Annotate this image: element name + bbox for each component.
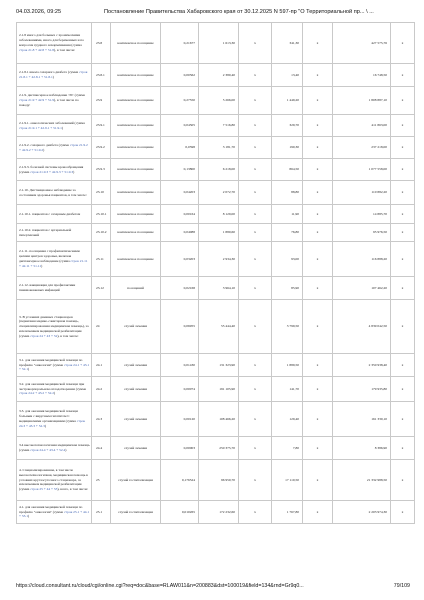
row-link[interactable]: строк 25.1 + 44.1 + 53.1 <box>19 509 90 519</box>
cost-cell: 8 129,00 <box>199 205 239 224</box>
row-name-text: 3.3. для оказания медицинской помощи больным с вирусным гепатитом С медицинскими организациями (сумма <box>19 409 78 423</box>
x-cell: x <box>391 159 415 181</box>
x-cell: x <box>239 137 272 159</box>
norm-cell: 0,13800 <box>161 159 199 181</box>
table-row <box>17 402 415 437</box>
row-name <box>17 277 92 300</box>
row-name-text: ), всего, в том числе: <box>57 487 89 492</box>
x-cell: x <box>239 224 272 242</box>
norm-cell: 0,03203 <box>161 242 199 277</box>
x-cell: x <box>303 377 333 402</box>
x-cell: x <box>303 354 333 377</box>
row-name <box>17 242 92 277</box>
x-cell: x <box>239 181 272 205</box>
row-name-text: ) <box>52 75 54 79</box>
value-cell: 76,80 <box>272 224 303 242</box>
norm-cell: 0,21677 <box>161 23 199 64</box>
row-name <box>17 205 92 224</box>
table-body <box>17 23 415 524</box>
x-cell: x <box>391 437 415 460</box>
x-cell: x <box>303 300 333 354</box>
cost-cell: 131 323,90 <box>199 354 239 377</box>
table-row <box>17 87 415 115</box>
x-cell: x <box>391 23 415 64</box>
x-cell: x <box>303 87 333 115</box>
cost-cell: 2 380,40 <box>199 64 239 87</box>
norm-cell: 0,02168 <box>161 277 199 300</box>
value-cell: 17 110,50 <box>272 460 303 501</box>
x-cell: x <box>303 137 333 159</box>
x-cell: x <box>303 402 333 437</box>
x-cell: x <box>391 87 415 115</box>
x-cell: x <box>239 354 272 377</box>
row-number: 24.3 <box>92 402 111 437</box>
norm-cell: 0,176524 <box>161 460 199 501</box>
x-cell: x <box>303 437 333 460</box>
total-cell: 110 882,20 <box>333 181 391 205</box>
norm-cell: 0,00164 <box>161 205 199 224</box>
value-cell: 141,70 <box>272 377 303 402</box>
table-row <box>17 137 415 159</box>
cost-cell: 250 375,70 <box>199 437 239 460</box>
norm-cell: 0,01430 <box>161 354 199 377</box>
unit-cell: случай лечения <box>111 377 161 402</box>
row-name-text: 3.2. для оказания медицинской помощи при экстракорпоральном оплодотворении (сумма <box>19 381 87 391</box>
row-name-text: 2.1.9.2. сахарного диабета (сумма <box>19 142 70 147</box>
total-cell: 4 839 042,50 <box>333 300 391 354</box>
table-row <box>17 377 415 402</box>
row-name-text: 3.1. для оказания медицинской помощи по профилю "онкология" (сумма <box>19 357 83 367</box>
document-url: https://cloud.consultant.ru/cloud/cgi/online.cgi?req=doc&base=RLAW011&n=200883&dst=100019&field=134&rnd=Gr9q0... <box>16 583 304 589</box>
x-cell: x <box>239 87 272 115</box>
cost-cell: 55 444,40 <box>199 300 239 354</box>
row-name <box>17 501 92 524</box>
table-row <box>17 277 415 300</box>
row-number: 24 <box>92 300 111 354</box>
row-name-text: 2.1.8.1 школа сахарного диабета (сумма <box>19 70 80 75</box>
row-name-text: 3.4 высокотехнологичная медицинская помощь (сумма <box>19 443 90 452</box>
table-row <box>17 115 415 137</box>
x-cell: x <box>239 377 272 402</box>
total-cell: 2 203 974,30 <box>333 501 391 524</box>
norm-cell: 0,00074 <box>161 377 199 402</box>
row-number: 24.4 <box>92 437 111 460</box>
row-link[interactable]: строк 21.11 + 42.11 + 51.11 <box>19 259 88 268</box>
row-link[interactable]: строк 24 + 43 + 52 <box>30 333 58 338</box>
value-cell: 85,90 <box>272 277 303 300</box>
x-cell: x <box>391 300 415 354</box>
unit-cell: случай лечения <box>111 402 161 437</box>
norm-cell: 0,00120 <box>161 402 199 437</box>
row-link[interactable]: строк 21.9.3 + 42.9.3 + 51.9.3 <box>30 169 74 174</box>
value-cell: 1 889,50 <box>272 354 303 377</box>
unit-cell: комплексное посещение <box>111 87 161 115</box>
row-number: 23.8.1 <box>92 64 111 87</box>
total-cell: 1 077 558,00 <box>333 159 391 181</box>
norm-cell: 0,0598 <box>161 137 199 159</box>
unit-cell: комплексное посещение <box>111 224 161 242</box>
row-number: 23.9.1 <box>92 115 111 137</box>
row-name <box>17 115 92 137</box>
value-cell: 1 449,20 <box>272 87 303 115</box>
norm-cell: 0,00003 <box>161 437 199 460</box>
unit-cell: случай лечения <box>111 437 161 460</box>
table-row <box>17 460 415 501</box>
row-name-text: 2.1.11. посещения с профилактическими целями центров здоровья, включая диспансерное наблюдение (сумма <box>19 249 80 263</box>
row-name <box>17 87 92 115</box>
row-link[interactable]: строк 21.9.2 + 42.9.2 + 51.9.2 <box>19 142 88 152</box>
row-name-text: ) <box>27 367 30 372</box>
x-cell: x <box>391 181 415 205</box>
row-number: 23.10.2 <box>92 224 111 242</box>
table-row <box>17 300 415 354</box>
table-row <box>17 181 415 205</box>
x-cell: x <box>239 460 272 501</box>
x-cell: x <box>239 242 272 277</box>
x-cell: x <box>391 242 415 277</box>
unit-cell: комплексное посещение <box>111 23 161 64</box>
value-cell: 13,40 <box>272 64 303 87</box>
norms-table <box>16 22 415 524</box>
total-cell: 95 976,50 <box>333 224 391 242</box>
x-cell: x <box>391 224 415 242</box>
row-link[interactable]: строк 21.8.1 + 42.8.1 + 51.8.1 <box>19 70 88 79</box>
print-datetime: 04.03.2026, 09:25 <box>16 9 62 15</box>
x-cell: x <box>239 437 272 460</box>
x-cell: x <box>239 277 272 300</box>
row-name <box>17 137 92 159</box>
unit-cell: комплексное посещение <box>111 181 161 205</box>
row-name-text: 2.1.12. вакцинация для профилактики пневмококковых инфекций <box>19 283 76 292</box>
row-link[interactable]: строк 24.2 + 43.2 + 52.2 <box>19 391 55 396</box>
row-link[interactable]: строк 25 + 44 + 53 <box>30 487 58 492</box>
row-number: 25.1 <box>92 501 111 524</box>
cost-cell: 191 105,90 <box>199 377 239 402</box>
row-name-text: 2.1.9.3. болезней системы кровообращения (сумма <box>19 164 84 174</box>
row-name-text: ) <box>41 263 43 268</box>
norm-cell: 0,010265 <box>161 501 199 524</box>
x-cell: x <box>239 159 272 181</box>
row-name-text: ) <box>44 423 46 428</box>
value-cell: 93,00 <box>272 242 303 277</box>
cost-cell: 3 964,10 <box>199 277 239 300</box>
row-link[interactable]: строк 24.4 + 43.4 + 52.4 <box>30 448 66 452</box>
unit-cell: комплексное посещение <box>111 115 161 137</box>
row-name-text: ) <box>65 448 67 452</box>
x-cell: x <box>303 23 333 64</box>
table-row <box>17 159 415 181</box>
x-cell: x <box>391 377 415 402</box>
x-cell: x <box>303 64 333 87</box>
table-row <box>17 64 415 87</box>
x-cell: x <box>391 402 415 437</box>
row-link[interactable]: строк 21.9 + 42.9 + 51.9 <box>19 98 55 103</box>
row-name <box>17 460 92 501</box>
total-cell: 427 575,76 <box>333 23 391 64</box>
row-name-text: ) <box>54 391 56 396</box>
row-name <box>17 354 92 377</box>
x-cell: x <box>239 501 272 524</box>
total-cell: 237 218,00 <box>333 137 391 159</box>
table-row <box>17 437 415 460</box>
x-cell: x <box>303 115 333 137</box>
cost-cell: 1 880,60 <box>199 224 239 242</box>
x-cell: x <box>303 242 333 277</box>
row-name-text: ) <box>27 514 30 519</box>
unit-cell: комплексное посещение <box>111 242 161 277</box>
row-number: 23.10 <box>92 181 111 205</box>
row-number: 23.9.3 <box>92 159 111 181</box>
total-cell: 8 386,90 <box>333 437 391 460</box>
total-cell: 21 332 988,50 <box>333 460 391 501</box>
row-number: 24.1 <box>92 354 111 377</box>
total-cell: 179 935,80 <box>333 377 391 402</box>
x-cell: x <box>391 354 415 377</box>
cost-cell: 3 181,70 <box>199 137 239 159</box>
value-cell: 11,90 <box>272 205 303 224</box>
cost-cell: 7 516,80 <box>199 115 239 137</box>
unit-cell: комплексное посещение <box>111 137 161 159</box>
row-name <box>17 437 92 460</box>
unit-cell: случай госпитализации <box>111 460 161 501</box>
x-cell: x <box>239 205 272 224</box>
x-cell: x <box>239 64 272 87</box>
value-cell: 3 799,50 <box>272 300 303 354</box>
cost-cell: 96 950,70 <box>199 460 239 501</box>
x-cell: x <box>239 23 272 64</box>
value-cell: 190,30 <box>272 137 303 159</box>
row-name-text: 4. Специализированная, в том числе высокотехнологичная, медицинская помощь в условиях круглосуточного стационара, за исключением медицинской реабилитации (сумма <box>19 468 88 492</box>
x-cell: x <box>303 277 333 300</box>
x-cell: x <box>239 115 272 137</box>
row-name-text: 2.1.10. Дистанционное наблюдение за состоянием здоровья пациентов, в том числе: <box>19 187 87 197</box>
row-name-text: ), в том числе по поводу: <box>19 98 79 107</box>
table-row <box>17 501 415 524</box>
x-cell: x <box>391 460 415 501</box>
row-name <box>17 23 92 64</box>
cost-cell: 5 266,00 <box>199 87 239 115</box>
unit-cell: случай лечения <box>111 300 161 354</box>
norm-cell: 0,04088 <box>161 224 199 242</box>
row-number: 23.9 <box>92 87 111 115</box>
row-name-text: ) <box>43 147 45 152</box>
cost-cell: 2 072,70 <box>199 181 239 205</box>
value-cell: 329,70 <box>272 115 303 137</box>
table-row <box>17 224 415 242</box>
total-cell: 2 350 938,40 <box>333 354 391 377</box>
print-header <box>12 9 412 19</box>
row-number: 25 <box>92 460 111 501</box>
value-cell: 7,80 <box>272 437 303 460</box>
total-cell: 411 863,00 <box>333 115 391 137</box>
table-row <box>17 23 415 64</box>
row-name-text: ) <box>73 169 75 174</box>
unit-cell: комплексное посещение <box>111 205 161 224</box>
row-link[interactable]: строк 21.9.1 + 42.9.1 + 51.9.1 <box>19 125 62 130</box>
norm-cell: 0,04505 <box>161 115 199 137</box>
cost-cell: 172 232,60 <box>199 501 239 524</box>
total-cell: 1 808 887,10 <box>333 87 391 115</box>
row-number: 23.10.1 <box>92 205 111 224</box>
x-cell: x <box>239 402 272 437</box>
unit-cell: случай лечения <box>111 354 161 377</box>
value-cell: 1 767,80 <box>272 501 303 524</box>
print-footer <box>12 583 412 591</box>
cost-cell: 6 218,00 <box>199 159 239 181</box>
total-cell: 107 462,20 <box>333 277 391 300</box>
x-cell: x <box>391 115 415 137</box>
value-cell: 341,30 <box>272 23 303 64</box>
row-name-text: 2.1.10.2. пациентов с артериальной гипертензией <box>19 227 72 237</box>
norm-cell: 0,00562 <box>161 64 199 87</box>
x-cell: x <box>391 137 415 159</box>
page-number: 79/109 <box>393 583 410 589</box>
row-name-text: 4.1. для оказания медицинской помощи по профилю "онкология" (сумма <box>19 504 83 514</box>
x-cell: x <box>303 181 333 205</box>
row-name <box>17 64 92 87</box>
x-cell: x <box>391 205 415 224</box>
row-name-text: ), в том числе: <box>57 333 79 338</box>
cost-cell: 1 613,30 <box>199 23 239 64</box>
table-row <box>17 354 415 377</box>
unit-cell: случай госпитализации <box>111 501 161 524</box>
document-title: Постановление Правительства Хабаровского края от 30.12.2025 N 597-пр "О Территориальной пр... \ ... <box>104 9 374 15</box>
table-row <box>17 242 415 277</box>
row-name-text: 2.1.10.1. пациентов с сахарным диабетом <box>19 211 81 216</box>
row-link[interactable]: строк 21.8 + 42.8 + 51.8 <box>19 47 55 52</box>
row-name-text: ), в том числе: <box>54 47 76 52</box>
total-cell: 16 748,50 <box>333 64 391 87</box>
row-name-text: 3. В условиях дневных стационаров (первичная медико-санитарная помощь, специализированная медицинская помощь), за исключением медицинской реабилитации (сумма <box>19 314 89 338</box>
unit-cell: комплексное посещение <box>111 159 161 181</box>
norm-cell: 0,04203 <box>161 181 199 205</box>
x-cell: x <box>239 300 272 354</box>
row-name <box>17 224 92 242</box>
row-name <box>17 402 92 437</box>
row-name-text: 2.1.8 иного для больных с хроническими заболеваниями, иного для беременных и по вопросам грудного вскармливания (сумма <box>19 33 85 47</box>
value-cell: 864,50 <box>272 159 303 181</box>
row-number: 23.8 <box>92 23 111 64</box>
x-cell: x <box>391 501 415 524</box>
total-cell: 116 888,20 <box>333 242 391 277</box>
row-link[interactable]: строк 24.1 + 43.1 + 52.1 <box>19 362 90 372</box>
table-row <box>17 205 415 224</box>
total-cell: 161 330,10 <box>333 402 391 437</box>
row-number: 24.2 <box>92 377 111 402</box>
x-cell: x <box>303 224 333 242</box>
row-number: 23.12 <box>92 277 111 300</box>
total-cell: 14 885,70 <box>333 205 391 224</box>
norm-cell: 0,06955 <box>161 300 199 354</box>
row-name-text: ) <box>61 125 64 130</box>
row-name <box>17 300 92 354</box>
row-link[interactable]: строк 24.3 + 43.3 + 52.3 <box>19 419 86 428</box>
value-cell: 129,40 <box>272 402 303 437</box>
cost-cell: 108 466,20 <box>199 402 239 437</box>
unit-cell: посещений <box>111 277 161 300</box>
x-cell: x <box>391 277 415 300</box>
row-name <box>17 159 92 181</box>
row-number: 23.9.2 <box>92 137 111 159</box>
norm-cell: 0,27550 <box>161 87 199 115</box>
row-name-text: 2.1.9.1. онкологических заболеваний (сумма <box>19 120 85 125</box>
x-cell: x <box>391 64 415 87</box>
row-name <box>17 181 92 205</box>
unit-cell: комплексное посещение <box>111 64 161 87</box>
x-cell: x <box>303 501 333 524</box>
x-cell: x <box>303 159 333 181</box>
x-cell: x <box>303 460 333 501</box>
row-name-text: 2.1.9. диспансерное наблюдение <8> (сумма <box>19 93 85 98</box>
row-name <box>17 377 92 402</box>
row-number: 23.11 <box>92 242 111 277</box>
cost-cell: 2 934,30 <box>199 242 239 277</box>
x-cell: x <box>303 205 333 224</box>
value-cell: 88,80 <box>272 181 303 205</box>
